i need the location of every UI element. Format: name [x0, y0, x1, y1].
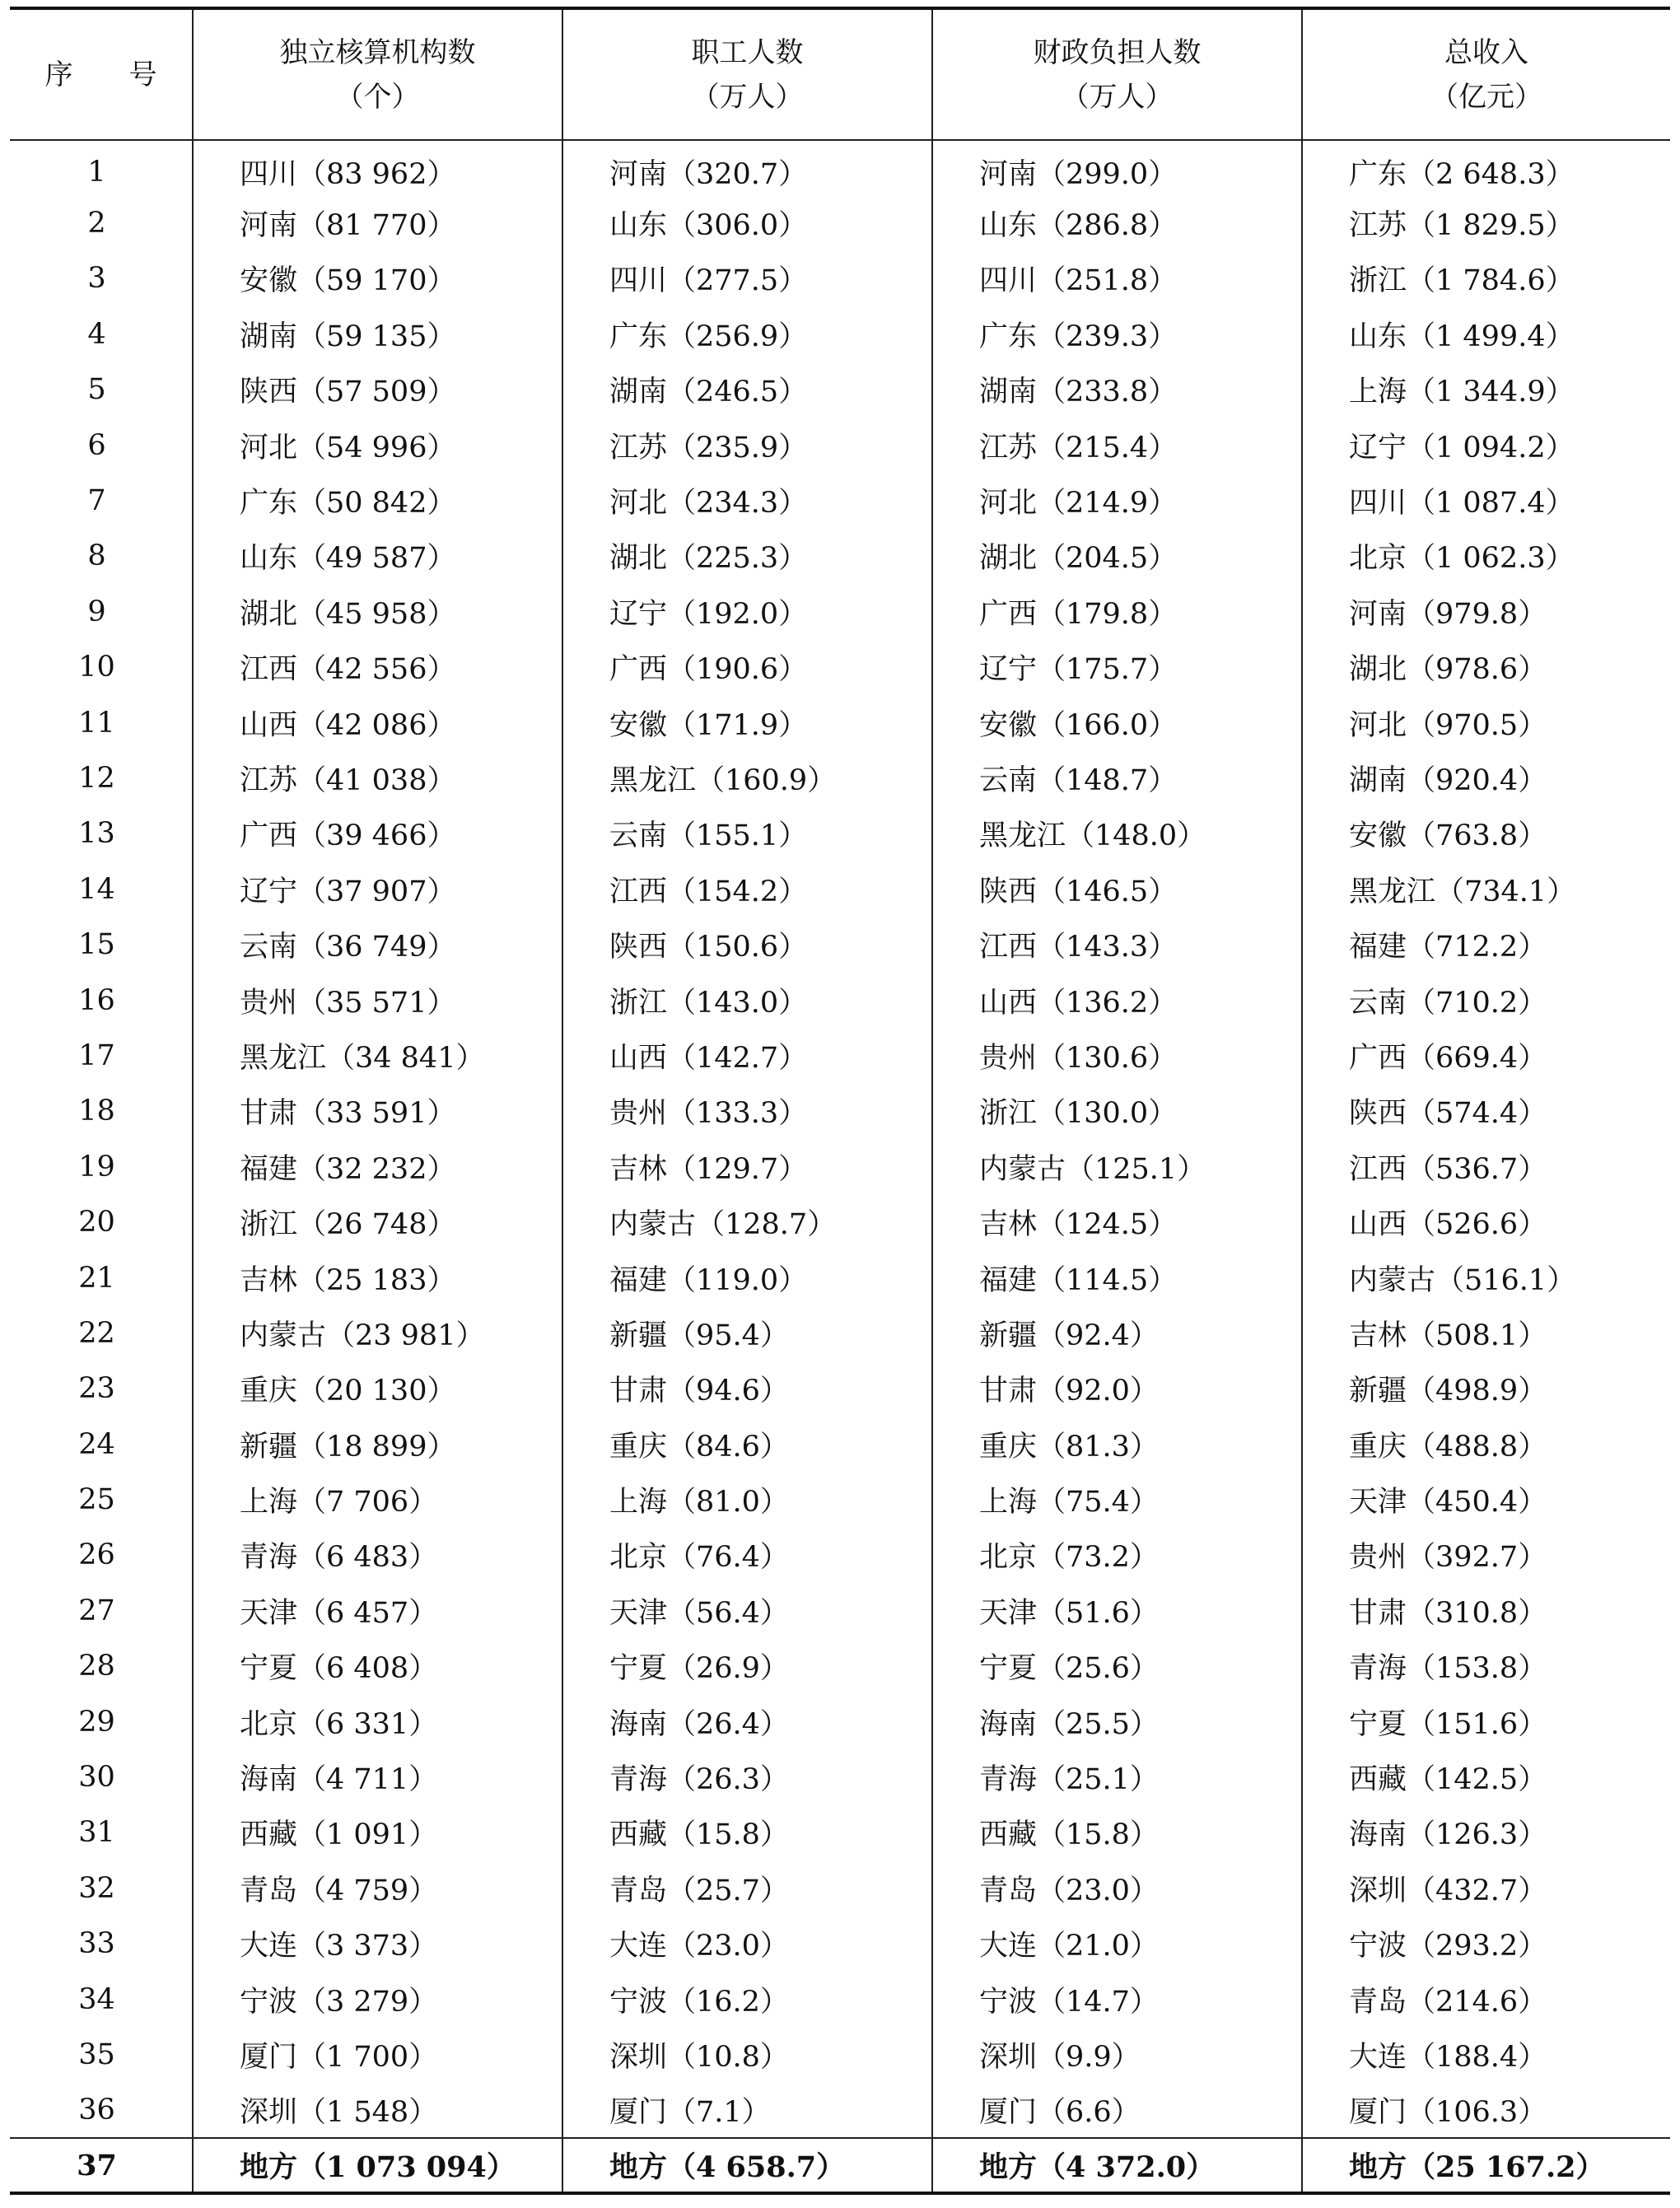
- table-row: [10, 1472, 1670, 1527]
- revenue-cell: 山东（1 499.4）: [1302, 306, 1670, 362]
- staff-cell: 上海（81.0）: [562, 1472, 932, 1527]
- revenue-cell: 山西（526.6）: [1302, 1194, 1670, 1249]
- staff-cell: 陕西（150.6）: [562, 917, 932, 972]
- table-row: [10, 750, 1670, 805]
- header-index: [10, 8, 193, 140]
- table-row: [10, 529, 1670, 584]
- revenue-cell: 湖北（978.6）: [1302, 640, 1670, 695]
- table-row: [10, 1028, 1670, 1083]
- table-row: [10, 1417, 1670, 1472]
- funded-cell: 四川（251.8）: [932, 251, 1302, 306]
- funded-cell: 宁波（14.7）: [932, 1972, 1302, 2027]
- table-row: [10, 306, 1670, 362]
- row-index: 4: [87, 317, 106, 351]
- staff-cell: 四川（277.5）: [562, 251, 932, 306]
- header-staff: [562, 8, 932, 140]
- institutions-cell: 福建（32 232）: [193, 1139, 562, 1194]
- staff-cell: 海南（26.4）: [562, 1694, 932, 1749]
- staff-cell: 黑龙江（160.9）: [562, 750, 932, 805]
- funded-cell: 贵州（130.6）: [932, 1028, 1302, 1083]
- header-funded-unit: （万人）: [1061, 80, 1174, 114]
- total-funded-cell: 地方（4 372.0）: [932, 2138, 1302, 2193]
- funded-cell: 江西（143.3）: [932, 917, 1302, 972]
- funded-cell: 上海（75.4）: [932, 1472, 1302, 1527]
- header-revenue: [1302, 8, 1670, 140]
- row-index: 14: [78, 872, 115, 906]
- funded-cell: 浙江（130.0）: [932, 1084, 1302, 1139]
- row-index: 35: [78, 2038, 115, 2071]
- row-index: 8: [87, 539, 106, 573]
- funded-cell: 重庆（81.3）: [932, 1417, 1302, 1472]
- funded-cell: 北京（73.2）: [932, 1528, 1302, 1583]
- revenue-cell: 内蒙古（516.1）: [1302, 1250, 1670, 1305]
- revenue-cell: 四川（1 087.4）: [1302, 473, 1670, 528]
- revenue-cell: 陕西（574.4）: [1302, 1084, 1670, 1139]
- total-institutions-cell: 地方（1 073 094）: [193, 2138, 562, 2193]
- institutions-cell: 广东（50 842）: [193, 473, 562, 528]
- funded-cell: 深圳（9.9）: [932, 2027, 1302, 2082]
- row-index: 27: [78, 1594, 115, 1627]
- funded-cell: 河南（299.0）: [932, 140, 1302, 195]
- table-row: [10, 640, 1670, 695]
- funded-cell: 大连（21.0）: [932, 1916, 1302, 1972]
- staff-cell: 云南（155.1）: [562, 806, 932, 861]
- revenue-cell: 云南（710.2）: [1302, 973, 1670, 1028]
- funded-cell: 甘肃（92.0）: [932, 1361, 1302, 1417]
- table-row: [10, 1749, 1670, 1804]
- revenue-cell: 厦门（106.3）: [1302, 2083, 1670, 2138]
- funded-cell: 广西（179.8）: [932, 584, 1302, 639]
- row-index: 13: [78, 817, 115, 851]
- row-index: 20: [78, 1206, 115, 1239]
- funded-cell: 新疆（92.4）: [932, 1305, 1302, 1361]
- staff-cell: 江苏（235.9）: [562, 418, 932, 473]
- ranking-table: [10, 7, 1670, 2195]
- row-index: 32: [78, 1871, 115, 1905]
- institutions-cell: 西藏（1 091）: [193, 1805, 562, 1860]
- funded-cell: 辽宁（175.7）: [932, 640, 1302, 695]
- institutions-cell: 四川（83 962）: [193, 140, 562, 195]
- staff-cell: 甘肃（94.6）: [562, 1361, 932, 1417]
- staff-cell: 大连（23.0）: [562, 1916, 932, 1972]
- table-header: [10, 8, 1670, 140]
- funded-cell: 厦门（6.6）: [932, 2083, 1302, 2138]
- staff-cell: 厦门（7.1）: [562, 2083, 932, 2138]
- header-staff-label: 职工人数: [691, 35, 804, 69]
- row-index: 2: [87, 207, 106, 240]
- staff-cell: 湖北（225.3）: [562, 529, 932, 584]
- institutions-cell: 云南（36 749）: [193, 917, 562, 972]
- row-index: 23: [78, 1372, 115, 1406]
- table-row: [10, 861, 1670, 917]
- row-index: 29: [78, 1705, 115, 1739]
- staff-cell: 北京（76.4）: [562, 1528, 932, 1583]
- revenue-cell: 黑龙江（734.1）: [1302, 861, 1670, 917]
- revenue-cell: 青海（153.8）: [1302, 1639, 1670, 1694]
- table-row: [10, 1860, 1670, 1916]
- row-index: 12: [78, 761, 115, 795]
- funded-cell: 湖南（233.8）: [932, 362, 1302, 418]
- table-row: [10, 1250, 1670, 1305]
- staff-cell: 广西（190.6）: [562, 640, 932, 695]
- revenue-cell: 北京（1 062.3）: [1302, 529, 1670, 584]
- revenue-cell: 吉林（508.1）: [1302, 1305, 1670, 1361]
- revenue-cell: 广东（2 648.3）: [1302, 140, 1670, 195]
- staff-cell: 新疆（95.4）: [562, 1305, 932, 1361]
- revenue-cell: 宁波（293.2）: [1302, 1916, 1670, 1972]
- row-index: 28: [78, 1650, 115, 1683]
- institutions-cell: 湖南（59 135）: [193, 306, 562, 362]
- row-index: 3: [87, 262, 106, 296]
- revenue-cell: 海南（126.3）: [1302, 1805, 1670, 1860]
- staff-cell: 福建（119.0）: [562, 1250, 932, 1305]
- funded-cell: 安徽（166.0）: [932, 695, 1302, 750]
- table-row: [10, 1084, 1670, 1139]
- revenue-cell: 辽宁（1 094.2）: [1302, 418, 1670, 473]
- table-row: [10, 917, 1670, 972]
- institutions-cell: 宁夏（6 408）: [193, 1639, 562, 1694]
- staff-cell: 广东（256.9）: [562, 306, 932, 362]
- row-index: 16: [78, 983, 115, 1017]
- institutions-cell: 大连（3 373）: [193, 1916, 562, 1972]
- table-row: [10, 1139, 1670, 1194]
- table-row: [10, 140, 1670, 195]
- institutions-cell: 河北（54 996）: [193, 418, 562, 473]
- institutions-cell: 山西（42 086）: [193, 695, 562, 750]
- table-row: [10, 473, 1670, 528]
- funded-cell: 内蒙古（125.1）: [932, 1139, 1302, 1194]
- funded-cell: 河北（214.9）: [932, 473, 1302, 528]
- staff-cell: 青岛（25.7）: [562, 1860, 932, 1916]
- funded-cell: 西藏（15.8）: [932, 1805, 1302, 1860]
- institutions-cell: 黑龙江（34 841）: [193, 1028, 562, 1083]
- revenue-cell: 青岛（214.6）: [1302, 1972, 1670, 2027]
- institutions-cell: 新疆（18 899）: [193, 1417, 562, 1472]
- table-row: [10, 2083, 1670, 2138]
- staff-cell: 重庆（84.6）: [562, 1417, 932, 1472]
- row-index: 33: [78, 1927, 115, 1961]
- row-index: 36: [78, 2093, 115, 2126]
- funded-cell: 陕西（146.5）: [932, 861, 1302, 917]
- revenue-cell: 广西（669.4）: [1302, 1028, 1670, 1083]
- row-index: 15: [78, 928, 115, 962]
- revenue-cell: 福建（712.2）: [1302, 917, 1670, 972]
- row-index: 19: [78, 1150, 115, 1183]
- funded-cell: 海南（25.5）: [932, 1694, 1302, 1749]
- header-row: [10, 8, 1670, 140]
- table-row: [10, 1305, 1670, 1361]
- funded-cell: 湖北（204.5）: [932, 529, 1302, 584]
- revenue-cell: 上海（1 344.9）: [1302, 362, 1670, 418]
- row-index: 24: [78, 1427, 115, 1461]
- institutions-cell: 湖北（45 958）: [193, 584, 562, 639]
- funded-cell: 吉林（124.5）: [932, 1194, 1302, 1249]
- institutions-cell: 海南（4 711）: [193, 1749, 562, 1804]
- header-institutions: [193, 8, 562, 140]
- revenue-cell: 河南（979.8）: [1302, 584, 1670, 639]
- institutions-cell: 重庆（20 130）: [193, 1361, 562, 1417]
- table-row: [10, 695, 1670, 750]
- row-index: 34: [78, 1982, 115, 2016]
- header-funded-label: 财政负担人数: [1033, 35, 1202, 69]
- row-index: 1: [87, 156, 106, 189]
- institutions-cell: 河南（81 770）: [193, 195, 562, 250]
- funded-cell: 山西（136.2）: [932, 973, 1302, 1028]
- row-index: 21: [78, 1261, 115, 1295]
- staff-cell: 宁夏（26.9）: [562, 1639, 932, 1694]
- revenue-cell: 浙江（1 784.6）: [1302, 251, 1670, 306]
- revenue-cell: 大连（188.4）: [1302, 2027, 1670, 2082]
- header-revenue-label: 总收入: [1444, 35, 1528, 69]
- table-row: [10, 1916, 1670, 1972]
- table-row: [10, 973, 1670, 1028]
- row-index: 25: [78, 1483, 115, 1517]
- revenue-cell: 新疆（498.9）: [1302, 1361, 1670, 1417]
- header-staff-unit: （万人）: [691, 80, 804, 114]
- revenue-cell: 江西（536.7）: [1302, 1139, 1670, 1194]
- table-row: [10, 2027, 1670, 2082]
- funded-cell: 天津（51.6）: [932, 1583, 1302, 1638]
- institutions-cell: 甘肃（33 591）: [193, 1084, 562, 1139]
- header-institutions-label: 独立核算机构数: [279, 35, 476, 69]
- revenue-cell: 宁夏（151.6）: [1302, 1694, 1670, 1749]
- funded-cell: 宁夏（25.6）: [932, 1639, 1302, 1694]
- institutions-cell: 辽宁（37 907）: [193, 861, 562, 917]
- institutions-cell: 内蒙古（23 981）: [193, 1305, 562, 1361]
- staff-cell: 宁波（16.2）: [562, 1972, 932, 2027]
- row-index: 18: [78, 1095, 115, 1128]
- staff-cell: 吉林（129.7）: [562, 1139, 932, 1194]
- row-index: 30: [78, 1761, 115, 1795]
- row-index: 26: [78, 1538, 115, 1572]
- revenue-cell: 重庆（488.8）: [1302, 1417, 1670, 1472]
- staff-cell: 山西（142.7）: [562, 1028, 932, 1083]
- staff-cell: 河北（234.3）: [562, 473, 932, 528]
- table-row: [10, 195, 1670, 250]
- revenue-cell: 贵州（392.7）: [1302, 1528, 1670, 1583]
- row-index: 17: [78, 1039, 115, 1072]
- header-index-label: 序 号: [44, 58, 157, 91]
- header-funded: [932, 8, 1302, 140]
- table-row: [10, 584, 1670, 639]
- institutions-cell: 浙江（26 748）: [193, 1194, 562, 1249]
- total-staff-cell: 地方（4 658.7）: [562, 2138, 932, 2193]
- row-index: 31: [78, 1816, 115, 1850]
- table-row: [10, 1583, 1670, 1638]
- institutions-cell: 深圳（1 548）: [193, 2083, 562, 2138]
- row-index: 11: [78, 706, 115, 740]
- staff-cell: 辽宁（192.0）: [562, 584, 932, 639]
- staff-cell: 内蒙古（128.7）: [562, 1194, 932, 1249]
- institutions-cell: 青岛（4 759）: [193, 1860, 562, 1916]
- row-index: 5: [87, 373, 106, 407]
- funded-cell: 广东（239.3）: [932, 306, 1302, 362]
- table-row: [10, 251, 1670, 306]
- institutions-cell: 天津（6 457）: [193, 1583, 562, 1638]
- total-row-index: 37: [10, 2138, 193, 2193]
- funded-cell: 山东（286.8）: [932, 195, 1302, 250]
- institutions-cell: 江苏（41 038）: [193, 750, 562, 805]
- funded-cell: 青岛（23.0）: [932, 1860, 1302, 1916]
- total-revenue-cell: 地方（25 167.2）: [1302, 2138, 1670, 2193]
- institutions-cell: 北京（6 331）: [193, 1694, 562, 1749]
- institutions-cell: 广西（39 466）: [193, 806, 562, 861]
- institutions-cell: 宁波（3 279）: [193, 1972, 562, 2027]
- table-row: [10, 806, 1670, 861]
- funded-cell: 青海（25.1）: [932, 1749, 1302, 1804]
- revenue-cell: 西藏（142.5）: [1302, 1749, 1670, 1804]
- institutions-cell: 上海（7 706）: [193, 1472, 562, 1527]
- staff-cell: 安徽（171.9）: [562, 695, 932, 750]
- funded-cell: 福建（114.5）: [932, 1250, 1302, 1305]
- revenue-cell: 湖南（920.4）: [1302, 750, 1670, 805]
- row-index: 6: [87, 428, 106, 462]
- staff-cell: 河南（320.7）: [562, 140, 932, 195]
- staff-cell: 青海（26.3）: [562, 1749, 932, 1804]
- table-row: [10, 1528, 1670, 1583]
- header-institutions-unit: （个）: [335, 80, 420, 114]
- table-row: [10, 1805, 1670, 1860]
- table-row: [10, 1361, 1670, 1417]
- table-row: [10, 1194, 1670, 1249]
- revenue-cell: 甘肃（310.8）: [1302, 1583, 1670, 1638]
- table-row: [10, 1972, 1670, 2027]
- funded-cell: 江苏（215.4）: [932, 418, 1302, 473]
- staff-cell: 天津（56.4）: [562, 1583, 932, 1638]
- institutions-cell: 陕西（57 509）: [193, 362, 562, 418]
- revenue-cell: 河北（970.5）: [1302, 695, 1670, 750]
- revenue-cell: 深圳（432.7）: [1302, 1860, 1670, 1916]
- table-body: [10, 140, 1670, 2193]
- institutions-cell: 安徽（59 170）: [193, 251, 562, 306]
- institutions-cell: 青海（6 483）: [193, 1528, 562, 1583]
- row-index: 22: [78, 1316, 115, 1350]
- header-revenue-unit: （亿元）: [1430, 80, 1542, 114]
- staff-cell: 贵州（133.3）: [562, 1084, 932, 1139]
- table-row: [10, 418, 1670, 473]
- institutions-cell: 江西（42 556）: [193, 640, 562, 695]
- staff-cell: 浙江（143.0）: [562, 973, 932, 1028]
- staff-cell: 深圳（10.8）: [562, 2027, 932, 2082]
- revenue-cell: 安徽（763.8）: [1302, 806, 1670, 861]
- institutions-cell: 吉林（25 183）: [193, 1250, 562, 1305]
- revenue-cell: 天津（450.4）: [1302, 1472, 1670, 1527]
- table-row: [10, 362, 1670, 418]
- row-index: 7: [87, 484, 106, 518]
- revenue-cell: 江苏（1 829.5）: [1302, 195, 1670, 250]
- total-row: [10, 2138, 1670, 2193]
- institutions-cell: 山东（49 587）: [193, 529, 562, 584]
- table-row: [10, 1694, 1670, 1749]
- row-index: 9: [87, 595, 106, 628]
- row-index: 10: [78, 651, 115, 684]
- staff-cell: 湖南（246.5）: [562, 362, 932, 418]
- funded-cell: 云南（148.7）: [932, 750, 1302, 805]
- staff-cell: 西藏（15.8）: [562, 1805, 932, 1860]
- table-row: [10, 1639, 1670, 1694]
- staff-cell: 江西（154.2）: [562, 861, 932, 917]
- funded-cell: 黑龙江（148.0）: [932, 806, 1302, 861]
- staff-cell: 山东（306.0）: [562, 195, 932, 250]
- institutions-cell: 厦门（1 700）: [193, 2027, 562, 2082]
- institutions-cell: 贵州（35 571）: [193, 973, 562, 1028]
